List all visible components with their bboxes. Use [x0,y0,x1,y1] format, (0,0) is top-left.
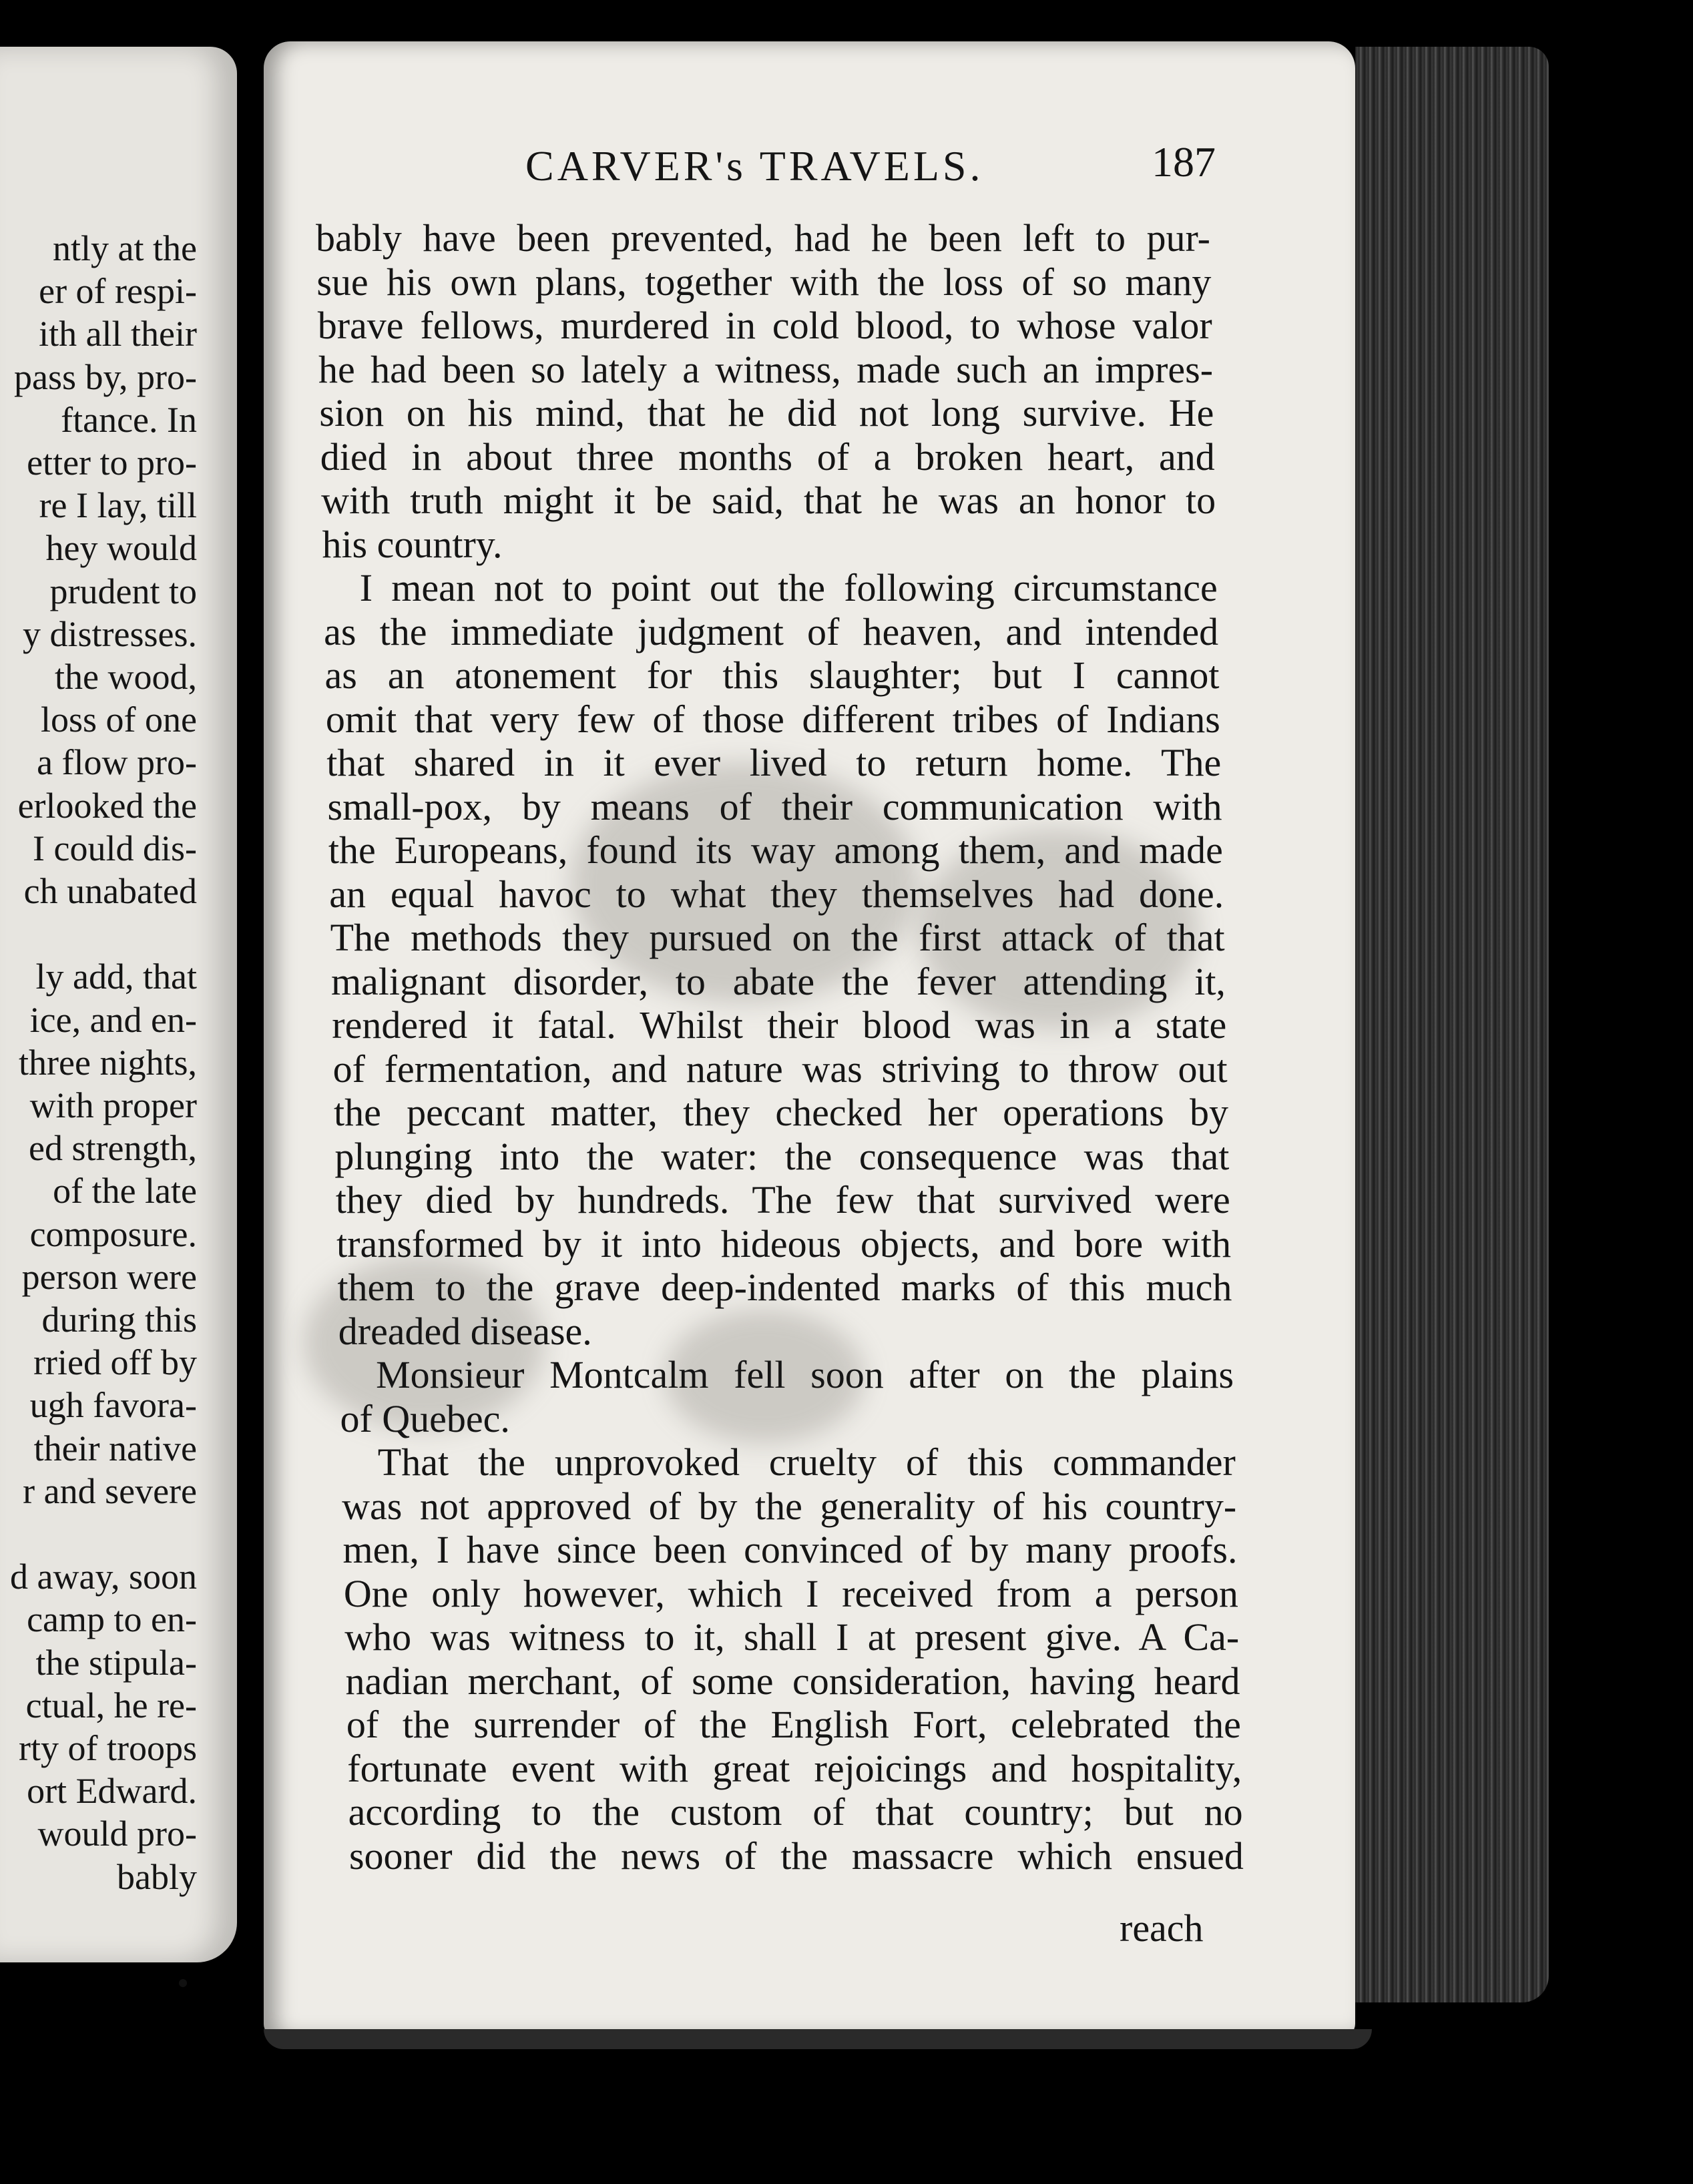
left-page-line: ort Edward. [27,1771,197,1812]
body-text [264,41,1355,2037]
left-page-line: bably [117,1856,197,1897]
left-page-line: pass by, pro- [14,356,197,397]
body-line: an equal havoc to what they themselves had done. [329,872,1224,916]
body-line: them to the grave deep-indented marks of this much [337,1266,1232,1309]
left-page-line: ice, and en- [29,999,197,1040]
body-line: the Europeans, found its way among them, and made [328,828,1223,872]
body-line: men, I have since been convinced of by many proofs. [342,1528,1238,1571]
left-page-line: a flow pro- [37,742,197,783]
running-title: CARVER's TRAVELS. [525,142,984,190]
body-line: died in about three months of a broken heart, and [320,435,1215,479]
left-page-line: of the late [53,1171,197,1211]
left-page [0,47,237,1962]
body-line: brave fellows, murdered in cold blood, to whose valor [317,304,1212,347]
left-page-line: I could dis- [33,828,197,868]
body-line: of Quebec. [340,1396,510,1440]
body-line: sue his own plans, together with the loss of so many [316,260,1212,304]
body-line: that shared in it ever lived to return home. The [326,741,1222,784]
left-page-line: ly add, that [35,957,197,997]
body-line: with truth might it be said, that he was an honor to [321,479,1216,522]
fore-edge [1355,47,1549,2002]
body-line: of fermentation, and nature was striving to throw out [332,1047,1228,1091]
page-bottom-shadow [264,2029,1372,2049]
body-line: dreaded disease. [338,1309,592,1353]
left-page-line: during this [41,1300,197,1340]
left-page-line: person were [21,1256,197,1297]
body-line: his country. [322,522,503,566]
body-line: Monsieur Montcalm fell soon after on the plains [376,1353,1234,1396]
left-page-line: three nights, [19,1042,197,1083]
left-page-line: r and severe [23,1470,197,1511]
body-line: rendered it fatal. Whilst their blood was in a state [332,1003,1227,1047]
left-page-line: ith all their [39,314,197,354]
body-line: he had been so lately a witness, made such an impres- [318,347,1214,391]
body-line: who was witness to it, shall I at present give. A Ca- [344,1615,1240,1659]
left-page-line: composure. [29,1213,197,1254]
body-line: omit that very few of those different tribes of Indians [325,697,1220,741]
left-page-line: erlooked the [17,785,197,826]
left-page-line: ch unabated [23,871,197,911]
left-page-line: camp to en- [27,1599,197,1640]
left-page-line: would pro- [37,1814,197,1854]
page-number: 187 [1152,138,1216,186]
left-page-line: er of respi- [39,271,197,312]
body-line: transformed by it into hideous objects, and bore with [336,1221,1232,1266]
left-page-line: rty of troops [19,1728,197,1768]
left-page-line: ed strength, [29,1128,197,1169]
left-page-line: prudent to [49,571,197,611]
left-page-line: ugh favora- [29,1385,197,1426]
body-line: That the unprovoked cruelty of this commander [377,1440,1236,1484]
catchword: reach [1120,1906,1204,1950]
body-line: the peccant matter, they checked her operations by [334,1091,1228,1134]
right-page [264,41,1355,2037]
body-line: small-pox, by means of their communication with [327,784,1222,828]
body-line: malignant disorder, to abate the fever attending it, [330,959,1226,1003]
body-line: as an atonement for this slaughter; but I cannot [324,653,1220,697]
left-page-line: hey would [45,528,197,569]
left-page-line: the wood, [55,657,197,697]
left-page-line: the stipula- [35,1642,197,1683]
left-page-line: their native [33,1428,197,1468]
left-page-line: with proper [29,1085,197,1125]
left-page-line: rried off by [33,1342,197,1383]
left-page-line: ftance. In [61,399,197,440]
body-line: as the immediate judgment of heaven, and intended [324,609,1219,653]
body-line: bably have been prevented, had he been left to pur- [316,216,1210,260]
body-line: fortunate event with great rejoicings and hospitality, [347,1746,1242,1790]
left-page-line: re I lay, till [39,485,197,526]
left-page-line: loss of one [41,700,197,740]
body-line: I mean not to point out the following circumstance [359,566,1218,609]
ink-dot [179,1979,187,1987]
left-page-line: etter to pro- [27,443,197,483]
body-line: they died by hundreds. The few that survived were [335,1178,1230,1221]
left-page-line: d away, soon [10,1557,197,1597]
body-line: nadian merchant, of some consideration, having heard [345,1659,1240,1703]
body-line: according to the custom of that country; but no [348,1790,1243,1834]
left-page-line: ntly at the [53,228,197,268]
left-page-text [0,47,237,1962]
left-page-line: y distresses. [23,613,197,654]
body-line: was not approved of by the generality of his country- [342,1484,1237,1528]
body-line: of the surrender of the English Fort, celebrated the [346,1703,1241,1746]
left-page-line: ctual, he re- [25,1685,197,1725]
body-line: plunging into the water: the consequence was that [334,1134,1230,1178]
body-line: sion on his mind, that he did not long survive. He [319,391,1214,435]
body-line: One only however, which I received from a person [343,1571,1238,1615]
body-line: sooner did the news of the massacre which ensued [348,1834,1244,1878]
body-line: The methods they pursued on the first attack of that [330,916,1225,959]
